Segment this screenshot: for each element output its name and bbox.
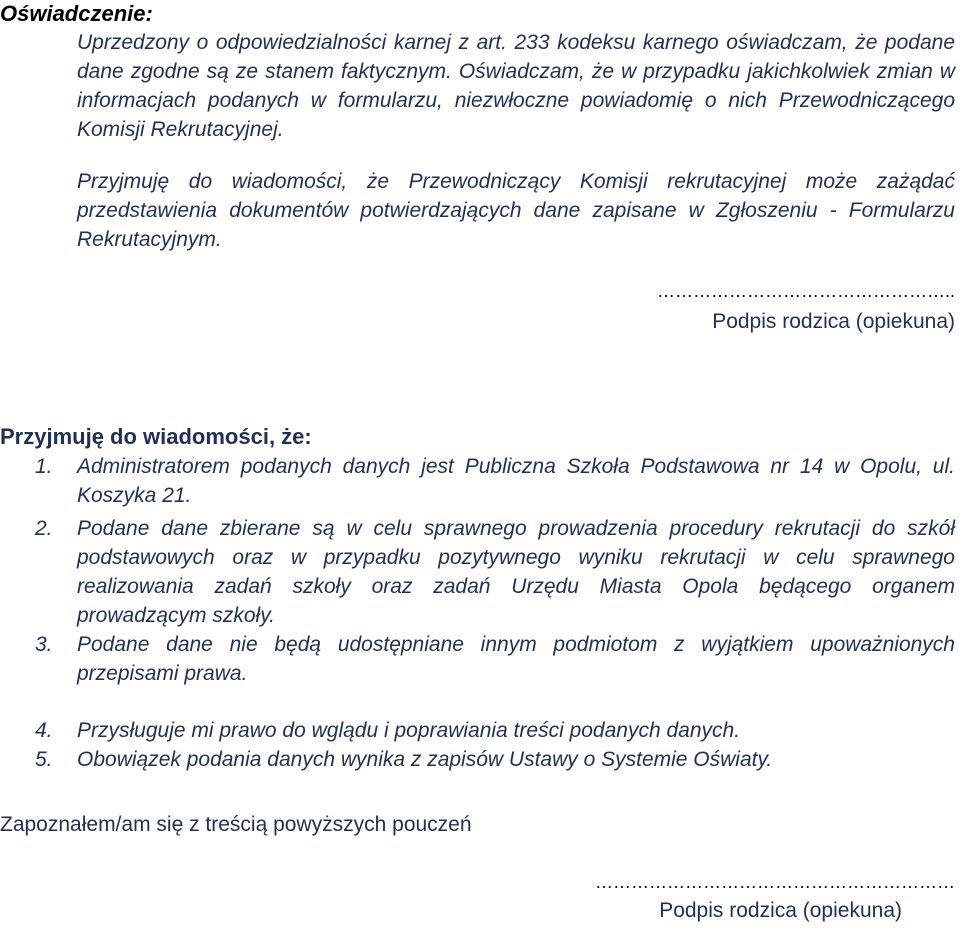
list-item-number: 2. [35,517,53,540]
notice-list [0,452,955,774]
list-item-number: 5. [35,748,53,771]
list-item [0,514,955,630]
statement-paragraph-2: Przyjmuję do wiadomości, że Przewodniczący Komisji rekrutacyjnej może zażądać przedstawienia dokumentów potwierdzających dane zapisane w Zgłoszeniu - Formularzu Rekrutacyjnym. [77,170,955,251]
signature-label-1: Podpis rodzica (opiekuna) [712,310,955,333]
statement-title: Oświadczenie: [0,1,153,26]
list-item [0,452,955,510]
list-item-number: 4. [35,719,53,742]
notice-heading: Przyjmuję do wiadomości, że: [0,424,312,449]
list-item-text: Podane dane zbierane są w celu sprawnego prowadzenia procedury rekrutacji do szkół podstawowych oraz w przypadku pozytywnego wyniku rekrutacji w celu sprawnego realizowania zadań szkoły oraz zadań Urzędu Miasta Opola będącego organem prowadzącym szkoły. [77,517,955,627]
list-item [0,630,955,688]
list-item-text: Podane dane nie będą udostępniane innym podmiotom z wyjątkiem upoważnionych przepisami prawa. [77,633,955,685]
list-item-number: 3. [35,633,53,656]
list-item-text: Administratorem podanych danych jest Publiczna Szkoła Podstawowa nr 14 w Opolu, ul. Koszyka 21. [77,455,955,507]
list-item [0,716,955,745]
signature-line-2: …………………………………………………… [595,872,955,892]
acknowledgement-text: Zapoznałem/am się z treścią powyższych pouczeń [0,813,472,836]
signature-line-1: ………………………………………….. [656,281,955,301]
list-item-number: 1. [35,455,53,478]
list-item-text: Obowiązek podania danych wynika z zapisów Ustawy o Systemie Oświaty. [77,748,773,771]
list-item [0,745,955,774]
list-item-text: Przysługuje mi prawo do wglądu i poprawiania treści podanych danych. [77,719,741,742]
statement-paragraph-1: Uprzedzony o odpowiedzialności karnej z art. 233 kodeksu karnego oświadczam, że podane dane zgodne są ze stanem faktycznym. Oświadczam, że w przypadku jakichkolwiek zmian w informacjach podanych w formularzu, niezwłoczne powiadomię o nich Przewodniczącego Komisji Rekrutacyjnej. [77,31,955,141]
signature-label-2: Podpis rodzica (opiekuna) [659,899,902,922]
